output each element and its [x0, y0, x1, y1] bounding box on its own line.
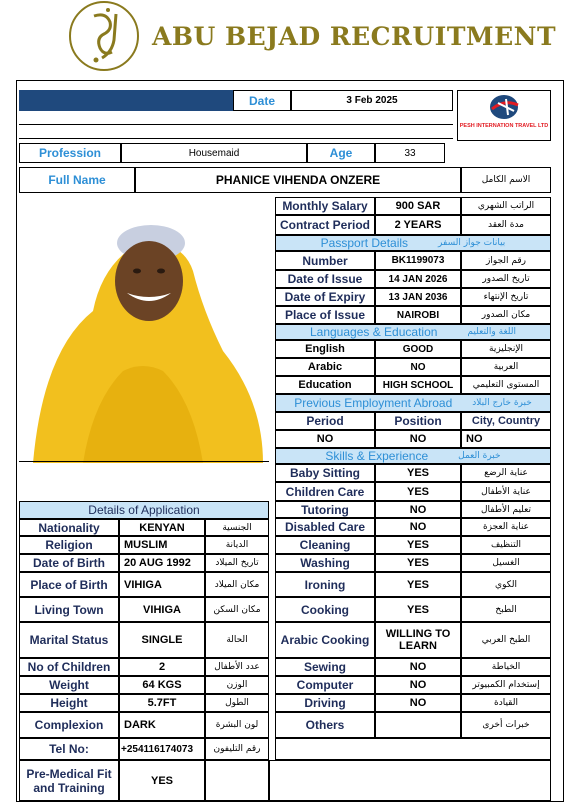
arabic-ar: العربية	[461, 358, 551, 376]
height-ar: الطول	[205, 694, 269, 712]
skill-ironing-label: Ironing	[275, 572, 375, 597]
skill-children-care-value: YES	[375, 482, 461, 501]
employment-city-value: NO	[461, 430, 551, 448]
place-of-issue-label: Place of Issue	[275, 306, 375, 324]
skill-baby-sitting-value: YES	[375, 464, 461, 482]
skill-disabled-care-label: Disabled Care	[275, 518, 375, 536]
skill-ironing-ar: الكوي	[461, 572, 551, 597]
nationality-value: KENYAN	[119, 519, 205, 536]
photo-footer	[19, 461, 269, 499]
skills-header	[275, 448, 551, 464]
living-town-label: Living Town	[19, 597, 119, 622]
skill-others-ar: خبرات أخرى	[461, 712, 551, 738]
arabic-value: NO	[375, 358, 461, 376]
employment-title-ar: خبرة خارج البلاد	[472, 398, 532, 408]
skill-cooking-ar: الطبخ	[461, 597, 551, 622]
passport-number-ar: رقم الجواز	[461, 251, 551, 270]
tel-ar: رقم التليفون	[205, 738, 269, 760]
agency-name: PESH INTERNATION TRAVEL LTD	[459, 123, 549, 129]
skill-cleaning-value: YES	[375, 536, 461, 554]
education-ar: المستوى التعليمي	[461, 376, 551, 394]
employment-title: Previous Employment Abroad	[294, 396, 453, 410]
contract-period-ar: مدة العقد	[461, 215, 551, 235]
skill-sewing-value: NO	[375, 658, 461, 676]
skill-cooking-label: Cooking	[275, 597, 375, 622]
marital-status-value: SINGLE	[119, 622, 205, 658]
empty-block	[269, 760, 551, 801]
passport-number-value: BK1199073	[375, 251, 461, 270]
skill-baby-sitting-label: Baby Sitting	[275, 464, 375, 482]
blank-row	[19, 125, 453, 139]
skill-driving-value: NO	[375, 694, 461, 712]
skill-washing-value: YES	[375, 554, 461, 572]
children-ar: عدد الأطفال	[205, 658, 269, 676]
employment-header-city: City, Country	[461, 412, 551, 430]
brand-title: ABU BEJAD RECRUITMENT	[152, 22, 557, 51]
application-header: Details of Application	[19, 501, 269, 519]
marital-status-ar: الحالة	[205, 622, 269, 658]
agency-logo	[457, 90, 551, 141]
weight-value: 64 KGS	[119, 676, 205, 694]
skill-tutoring-label: Tutoring	[275, 501, 375, 518]
skill-computer-value: NO	[375, 676, 461, 694]
salary-label: Monthly Salary	[275, 197, 375, 215]
pob-label: Place of Birth	[19, 572, 119, 597]
date-value: 3 Feb 2025	[291, 90, 453, 111]
expiry-date-value: 13 JAN 2036	[375, 288, 461, 306]
salary-ar: الراتب الشهري	[461, 197, 551, 215]
fullname-ar: الاسم الكامل	[461, 167, 551, 193]
languages-header	[275, 324, 551, 340]
complexion-label: Complexion	[19, 712, 119, 738]
skill-cooking-value: YES	[375, 597, 461, 622]
issue-date-ar: تاريخ الصدور	[461, 270, 551, 288]
passport-number-label: Number	[275, 251, 375, 270]
place-of-issue-value: NAIROBI	[375, 306, 461, 324]
tel-value: +254116174073	[119, 738, 205, 760]
contract-period-value: 2 YEARS	[375, 215, 461, 235]
pre-medical-value: YES	[119, 760, 205, 801]
pre-medical-blank	[205, 760, 269, 801]
age-label: Age	[307, 143, 375, 163]
living-town-ar: مكان السكن	[205, 597, 269, 622]
page-header	[0, 0, 580, 72]
expiry-date-ar: تاريخ الإنتهاء	[461, 288, 551, 306]
issue-date-value: 14 JAN 2026	[375, 270, 461, 288]
fullname-label: Full Name	[19, 167, 135, 193]
employment-header-period: Period	[275, 412, 375, 430]
weight-ar: الوزن	[205, 676, 269, 694]
candidate-photo	[23, 201, 267, 463]
pob-value: VIHIGA	[119, 572, 205, 597]
passport-title-ar: بيانات جواز السفر	[438, 238, 506, 248]
education-label: Education	[275, 376, 375, 394]
skill-washing-label: Washing	[275, 554, 375, 572]
issue-date-label: Date of Issue	[275, 270, 375, 288]
languages-title: Languages & Education	[309, 325, 438, 339]
skill-sewing-ar: الخياطة	[461, 658, 551, 676]
complexion-ar: لون البشرة	[205, 712, 269, 738]
profession-value: Housemaid	[121, 143, 307, 163]
skill-disabled-care-value: NO	[375, 518, 461, 536]
skill-arabic-cooking-value: WILLING TO LEARN	[375, 622, 461, 658]
passport-title: Passport Details	[320, 236, 409, 250]
skill-children-care-label: Children Care	[275, 482, 375, 501]
skill-computer-ar: إستخدام الكمبيوتر	[461, 676, 551, 694]
skills-title-ar: خبرة العمل	[458, 451, 501, 461]
marital-status-label: Marital Status	[19, 622, 119, 658]
skill-arabic-cooking-label: Arabic Cooking	[275, 622, 375, 658]
salary-value: 900 SAR	[375, 197, 461, 215]
height-value: 5.7FT	[119, 694, 205, 712]
blank-row	[19, 111, 453, 125]
skill-washing-ar: الغسيل	[461, 554, 551, 572]
complexion-value: DARK	[119, 712, 205, 738]
age-value: 33	[375, 143, 445, 163]
cv-form	[16, 80, 564, 802]
skill-computer-label: Computer	[275, 676, 375, 694]
profession-label: Profession	[19, 143, 121, 163]
passport-header	[275, 235, 551, 251]
contract-period-label: Contract Period	[275, 215, 375, 235]
navy-bar	[19, 90, 233, 111]
employment-header	[275, 394, 551, 412]
empty-row	[275, 738, 551, 760]
skill-cleaning-label: Cleaning	[275, 536, 375, 554]
education-value: HIGH SCHOOL	[375, 376, 461, 394]
skill-cleaning-ar: التنظيف	[461, 536, 551, 554]
expiry-date-label: Date of Expiry	[275, 288, 375, 306]
employment-position-value: NO	[375, 430, 461, 448]
nationality-label: Nationality	[19, 519, 119, 536]
place-of-issue-ar: مكان الصدور	[461, 306, 551, 324]
employment-header-position: Position	[375, 412, 461, 430]
living-town-value: VIHIGA	[119, 597, 205, 622]
skill-driving-label: Driving	[275, 694, 375, 712]
date-label: Date	[233, 90, 291, 111]
brand-logo	[66, 0, 142, 72]
tel-label: Tel No:	[19, 738, 119, 760]
skill-baby-sitting-ar: عناية الرضع	[461, 464, 551, 482]
children-label: No of Children	[19, 658, 119, 676]
children-value: 2	[119, 658, 205, 676]
weight-label: Weight	[19, 676, 119, 694]
skills-title: Skills & Experience	[325, 449, 429, 463]
languages-title-ar: اللغة والتعليم	[467, 327, 517, 337]
dob-value: 20 AUG 1992	[119, 554, 205, 572]
religion-label: Religion	[19, 536, 119, 554]
dob-ar: تاريخ الميلاد	[205, 554, 269, 572]
pob-ar: مكان الميلاد	[205, 572, 269, 597]
skill-driving-ar: القيادة	[461, 694, 551, 712]
religion-ar: الديانة	[205, 536, 269, 554]
skill-tutoring-ar: تعليم الأطفال	[461, 501, 551, 518]
english-value: GOOD	[375, 340, 461, 358]
english-ar: الإنجليزية	[461, 340, 551, 358]
fullname-value: PHANICE VIHENDA ONZERE	[135, 167, 461, 193]
skill-arabic-cooking-ar: الطبخ العربي	[461, 622, 551, 658]
height-label: Height	[19, 694, 119, 712]
skill-children-care-ar: عناية الأطفال	[461, 482, 551, 501]
skill-sewing-label: Sewing	[275, 658, 375, 676]
religion-value: MUSLIM	[119, 536, 205, 554]
pre-medical-label: Pre-Medical Fit and Training	[19, 760, 119, 801]
skill-tutoring-value: NO	[375, 501, 461, 518]
employment-period-value: NO	[275, 430, 375, 448]
arabic-label: Arabic	[275, 358, 375, 376]
skill-disabled-care-ar: عناية العجزة	[461, 518, 551, 536]
skill-others-value	[375, 712, 461, 738]
skill-others-label: Others	[275, 712, 375, 738]
dob-label: Date of Birth	[19, 554, 119, 572]
nationality-ar: الجنسية	[205, 519, 269, 536]
english-label: English	[275, 340, 375, 358]
skill-ironing-value: YES	[375, 572, 461, 597]
